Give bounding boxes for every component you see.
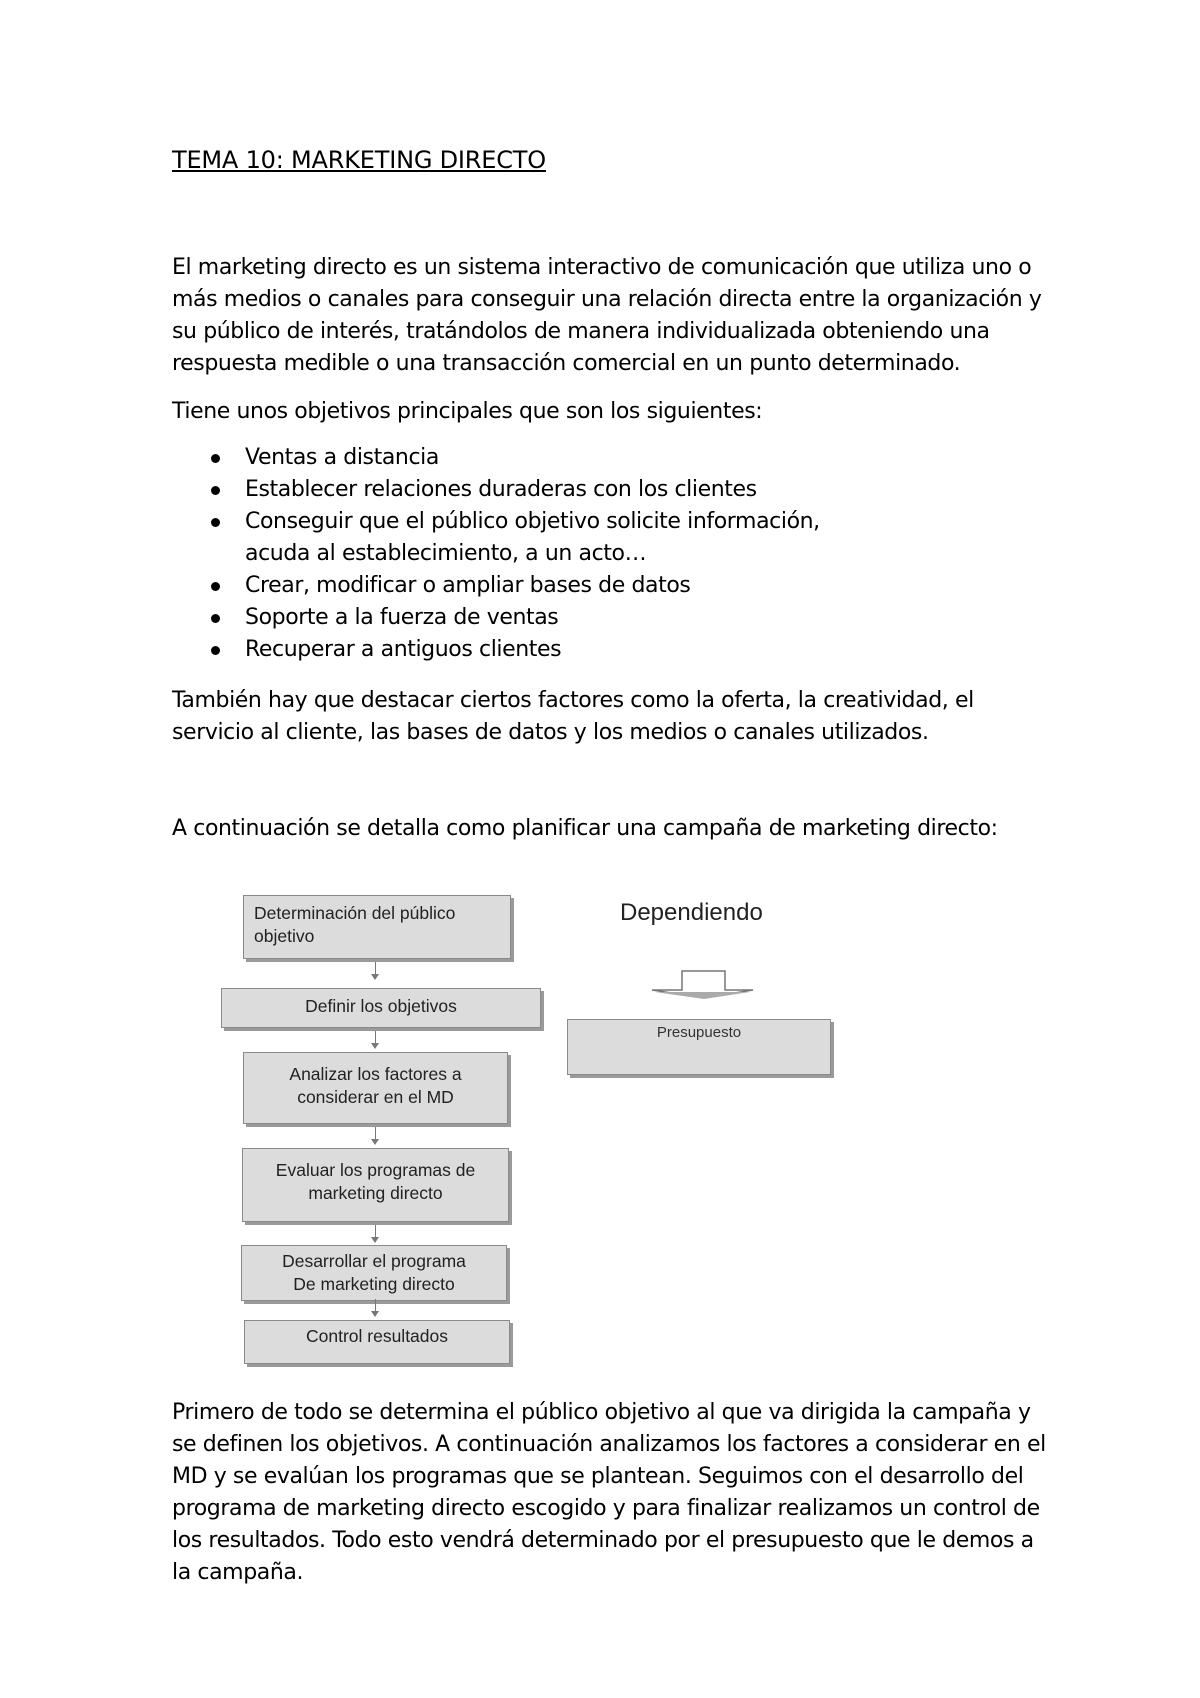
arrow-down-icon	[371, 1311, 379, 1317]
list-item: Conseguir que el público objetivo solicite información, acuda al establecimiento, a un acto…	[172, 506, 1052, 570]
flow-arrow	[375, 1225, 376, 1237]
arrow-down-icon	[371, 1043, 379, 1049]
budget-box: Presupuesto	[567, 1019, 831, 1075]
list-item: Establecer relaciones duraderas con los clientes	[172, 474, 1052, 506]
bullet-icon	[211, 582, 220, 591]
planning-intro: A continuación se detalla como planificar una campaña de marketing directo:	[172, 816, 998, 841]
factors-paragraph: También hay que destacar ciertos factores como la oferta, la creatividad, el servicio al cliente, las bases de datos y los medios o canales utilizados.	[172, 688, 974, 745]
arrow-down-icon	[371, 1139, 379, 1145]
step-target-audience: Determinación del público objetivo	[243, 895, 511, 959]
bullet-icon	[211, 518, 220, 527]
arrow-down-icon	[371, 974, 379, 980]
flow-arrow	[375, 1031, 376, 1043]
planning-diagram	[200, 880, 860, 1380]
objectives-intro: Tiene unos objetivos principales que son los siguientes:	[172, 399, 763, 424]
step-define-objectives: Definir los objetivos	[221, 988, 541, 1028]
page-title: TEMA 10: MARKETING DIRECTO	[172, 146, 546, 174]
bullet-icon	[211, 486, 220, 495]
bullet-icon	[211, 454, 220, 463]
list-item: Crear, modificar o ampliar bases de datos	[172, 570, 1052, 602]
step-develop-program: Desarrollar el programa De marketing directo	[241, 1245, 507, 1301]
step-evaluate-programs: Evaluar los programas de marketing directo	[242, 1148, 509, 1222]
flow-arrow	[375, 962, 376, 974]
intro-paragraph: El marketing directo es un sistema interactivo de comunicación que utiliza uno o más medios o canales para conseguir una relación directa entre la organización y su público de interés, tratándolos de manera individualizada obteniendo una respuesta medible o una transacción comercial en un punto determinado.	[172, 255, 1042, 376]
flow-arrow	[375, 1299, 376, 1311]
list-item: Ventas a distancia	[172, 442, 1052, 474]
dependency-label: Dependiendo	[620, 899, 763, 926]
step-analyze-factors: Analizar los factores a considerar en el MD	[243, 1052, 508, 1124]
flow-arrow	[375, 1127, 376, 1139]
step-control-results: Control resultados	[244, 1320, 510, 1364]
bullet-icon	[211, 614, 220, 623]
list-item: Soporte a la fuerza de ventas	[172, 602, 1052, 634]
list-item: Recuperar a antiguos clientes	[172, 634, 1052, 666]
conclusion-paragraph: Primero de todo se determina el público objetivo al que va dirigida la campaña y se definen los objetivos. A continuación analizamos los factores a considerar en el MD y se evalúan los programas que se plantean. Seguimos con el desarrollo del programa de marketing directo escogido y para finalizar realizamos un control de los resultados. Todo esto vendrá determinado por el presupuesto que le demos a la campaña.	[172, 1400, 1046, 1585]
block-arrow-down-icon	[650, 970, 760, 1000]
arrow-down-icon	[371, 1237, 379, 1243]
objectives-list	[172, 442, 1052, 666]
bullet-icon	[211, 646, 220, 655]
